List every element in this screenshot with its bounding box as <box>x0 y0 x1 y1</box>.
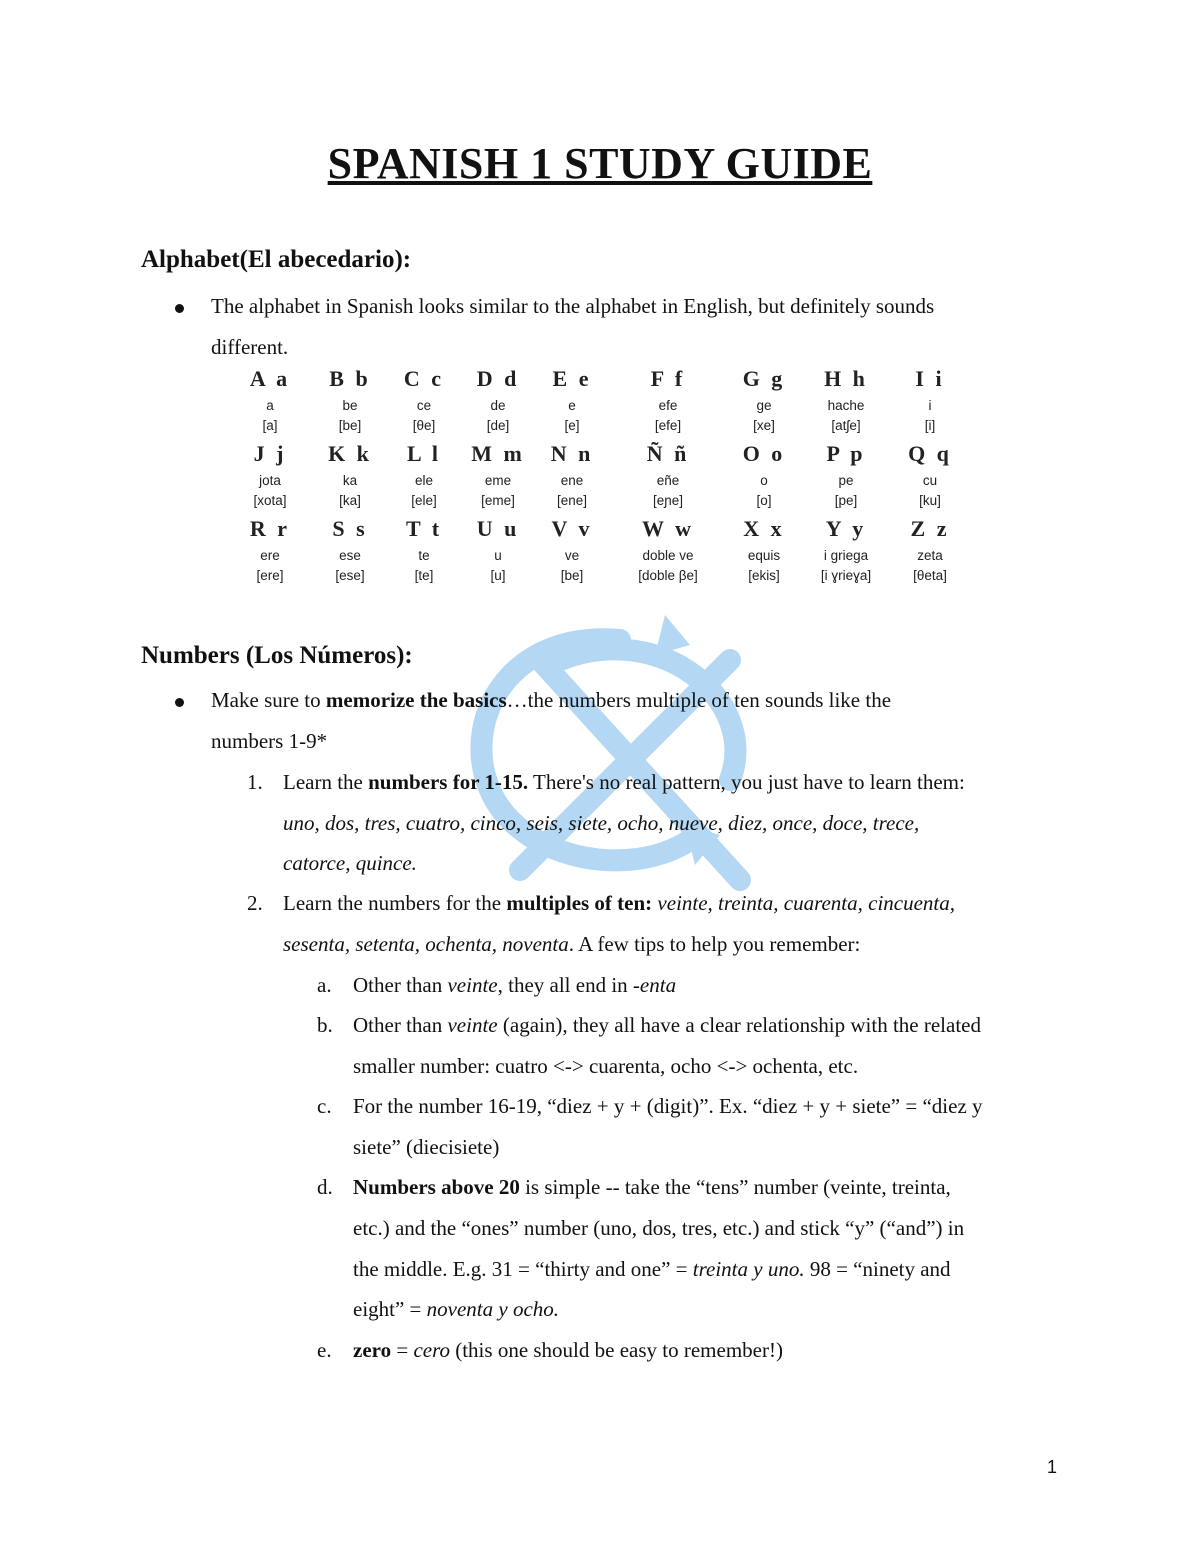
alphabet-pronunciation: [xe] <box>753 418 775 433</box>
alphabet-letter: N n <box>550 441 594 466</box>
list-item-line: uno, dos, tres, cuatro, cinco, seis, siete, ocho, nueve, diez, once, doce, trece, <box>283 811 920 835</box>
alphabet-pronunciation: [ere] <box>256 568 284 583</box>
alphabet-pronunciation: [eme] <box>481 493 515 508</box>
list-marker: a. <box>317 973 332 997</box>
alphabet-cell <box>623 366 713 433</box>
alphabet-letter-name: efe <box>658 398 678 413</box>
alphabet-cell <box>801 366 891 433</box>
alphabet-letter-name: ve <box>564 548 580 563</box>
alphabet-pronunciation: [ku] <box>919 493 941 508</box>
sub-item-line: eight” = noventa y ocho. <box>353 1297 560 1321</box>
alphabet-intro-line: The alphabet in Spanish looks similar to the alphabet in English, but definitely sounds <box>211 294 935 318</box>
alphabet-letter: P p <box>826 441 866 466</box>
alphabet-pronunciation: [be] <box>338 418 362 433</box>
list-item-line: Learn the numbers for the multiples of ten: veinte, treinta, cuarenta, cincuenta, <box>283 891 956 915</box>
numbers-bullet-line: Make sure to memorize the basics…the numbers multiple of ten sounds like the <box>211 688 892 712</box>
sub-item-line: etc.) and the “ones” number (uno, dos, tres, etc.) and stick “y” (“and”) in <box>353 1216 965 1240</box>
alphabet-cell <box>225 516 315 583</box>
alphabet-letter: L l <box>406 441 442 466</box>
alphabet-letter: M m <box>471 441 525 466</box>
alphabet-heading: Alphabet(El abecedario): <box>141 246 412 273</box>
page-number: 1 <box>1046 1457 1057 1477</box>
list-item-line: catorce, quince. <box>283 851 417 875</box>
alphabet-letter-name: i griega <box>823 548 869 563</box>
numbers-heading: Numbers (Los Números): <box>141 642 413 669</box>
alphabet-cell <box>623 441 713 508</box>
sub-item-line: Other than veinte (again), they all have a clear relationship with the related <box>353 1013 981 1037</box>
alphabet-letter: S s <box>332 516 368 541</box>
sub-item-line: the middle. E.g. 31 = “thirty and one” = treinta y uno. 98 = “ninety and <box>353 1257 951 1281</box>
alphabet-pronunciation: [efe] <box>654 418 682 433</box>
page-title: SPANISH 1 STUDY GUIDE <box>327 139 873 188</box>
alphabet-cell <box>719 516 809 583</box>
alphabet-pronunciation: [i] <box>924 418 936 433</box>
list-marker: d. <box>317 1175 333 1199</box>
alphabet-letter: U u <box>476 516 520 541</box>
alphabet-cell <box>885 441 975 508</box>
alphabet-letter-name: e <box>568 398 576 413</box>
alphabet-letter-name: zeta <box>917 548 943 563</box>
alphabet-pronunciation: [xota] <box>253 493 287 508</box>
alphabet-letter: V v <box>551 516 593 541</box>
alphabet-letter: H h <box>824 366 868 391</box>
alphabet-letter-name: hache <box>827 398 865 413</box>
alphabet-cell <box>885 516 975 583</box>
alphabet-letter-name: eñe <box>656 473 680 488</box>
alphabet-letter-name: ka <box>342 473 358 488</box>
alphabet-pronunciation: [i ɣrieɣa] <box>820 568 872 583</box>
alphabet-letter-name: o <box>760 473 768 488</box>
alphabet-letter-name: be <box>342 398 358 413</box>
list-marker: c. <box>317 1094 332 1118</box>
alphabet-letter-name: de <box>490 398 506 413</box>
alphabet-pronunciation: [be] <box>560 568 584 583</box>
alphabet-pronunciation: [te] <box>414 568 434 583</box>
numbers-bullet-line: numbers 1-9* <box>211 729 328 753</box>
alphabet-letter: K k <box>328 441 372 466</box>
alphabet-letter-name: ce <box>416 398 432 413</box>
alphabet-letter-name: te <box>418 548 430 563</box>
alphabet-letter: G g <box>742 366 786 391</box>
alphabet-letter-name: eme <box>484 473 512 488</box>
alphabet-cell <box>225 366 315 433</box>
alphabet-pronunciation: [u] <box>490 568 506 583</box>
alphabet-pronunciation: [ene] <box>556 493 588 508</box>
alphabet-letter: Z z <box>910 516 950 541</box>
list-marker: 1. <box>247 770 263 794</box>
alphabet-letter-name: u <box>494 548 502 563</box>
alphabet-letter: Ñ ñ <box>646 441 690 466</box>
list-item-line: Learn the numbers for 1-15. There's no real pattern, you just have to learn them: <box>283 770 965 794</box>
alphabet-cell <box>623 516 713 583</box>
alphabet-pronunciation: [ese] <box>335 568 365 583</box>
alphabet-pronunciation: [ka] <box>339 493 361 508</box>
alphabet-intro-line: different. <box>211 335 289 359</box>
alphabet-cell <box>885 366 975 433</box>
alphabet-letter: T t <box>405 516 443 541</box>
alphabet-letter: F f <box>650 366 686 391</box>
alphabet-letter-name: equis <box>747 548 781 563</box>
alphabet-letter: J j <box>253 441 287 466</box>
alphabet-letter-name: ere <box>260 548 280 563</box>
alphabet-letter-name: ele <box>414 473 433 488</box>
list-marker: e. <box>317 1338 332 1362</box>
alphabet-pronunciation: [θeta] <box>913 568 947 583</box>
alphabet-letter: D d <box>476 366 520 391</box>
bullet-icon <box>175 304 184 313</box>
alphabet-pronunciation: [de] <box>486 418 510 433</box>
alphabet-cell <box>801 441 891 508</box>
alphabet-pronunciation: [ele] <box>411 493 437 508</box>
alphabet-pronunciation: [a] <box>262 418 278 433</box>
alphabet-pronunciation: [e] <box>564 418 580 433</box>
alphabet-cell <box>801 516 891 583</box>
alphabet-pronunciation: [θe] <box>412 418 436 433</box>
alphabet-letter: Y y <box>825 516 867 541</box>
bullet-icon <box>175 698 184 707</box>
alphabet-letter: W w <box>642 516 694 541</box>
alphabet-pronunciation: [pe] <box>834 493 858 508</box>
list-marker: 2. <box>247 891 263 915</box>
alphabet-cell <box>527 441 617 508</box>
alphabet-cell <box>527 366 617 433</box>
alphabet-letter: I i <box>915 366 945 391</box>
alphabet-cell <box>527 516 617 583</box>
alphabet-letter-name: jota <box>259 473 281 488</box>
alphabet-pronunciation: [o] <box>756 493 772 508</box>
alphabet-pronunciation: [ekis] <box>748 568 780 583</box>
sub-item-line: smaller number: cuatro <-> cuarenta, ocho <-> ochenta, etc. <box>353 1054 859 1078</box>
sub-item-line: siete” (diecisiete) <box>353 1135 500 1159</box>
list-marker: b. <box>317 1013 333 1037</box>
alphabet-pronunciation: [eɲe] <box>652 493 684 508</box>
alphabet-letter-name: ene <box>560 473 584 488</box>
alphabet-letter: E e <box>552 366 592 391</box>
alphabet-cell <box>225 441 315 508</box>
alphabet-pronunciation: [doble βe] <box>638 568 698 583</box>
alphabet-pronunciation: [atʃe] <box>831 418 861 433</box>
alphabet-letter-name: pe <box>838 473 854 488</box>
alphabet-letter: A a <box>249 366 291 391</box>
sub-item-line: zero = cero (this one should be easy to remember!) <box>353 1338 783 1362</box>
alphabet-letter: R r <box>249 516 291 541</box>
alphabet-letter: O o <box>742 441 786 466</box>
alphabet-letter-name: doble ve <box>642 548 694 563</box>
alphabet-letter-name: cu <box>922 473 938 488</box>
alphabet-letter-name: ge <box>756 398 772 413</box>
sub-item-line: Other than veinte, they all end in -enta <box>353 973 677 997</box>
alphabet-cell <box>719 441 809 508</box>
alphabet-letter: B b <box>329 366 371 391</box>
alphabet-letter: C c <box>403 366 445 391</box>
list-item-line: sesenta, setenta, ochenta, noventa. A few tips to help you remember: <box>283 932 861 956</box>
alphabet-cell <box>719 366 809 433</box>
alphabet-letter-name: ese <box>339 548 361 563</box>
sub-item-line: Numbers above 20 is simple -- take the “tens” number (veinte, treinta, <box>353 1175 951 1199</box>
alphabet-letter: Q q <box>908 441 952 466</box>
alphabet-letter-name: i <box>928 398 932 413</box>
watermark-logo-icon <box>430 600 790 900</box>
sub-item-line: For the number 16-19, “diez + y + (digit)”. Ex. “diez + y + siete” = “diez y <box>353 1094 983 1118</box>
alphabet-letter-name: a <box>266 398 274 413</box>
alphabet-letter: X x <box>743 516 785 541</box>
